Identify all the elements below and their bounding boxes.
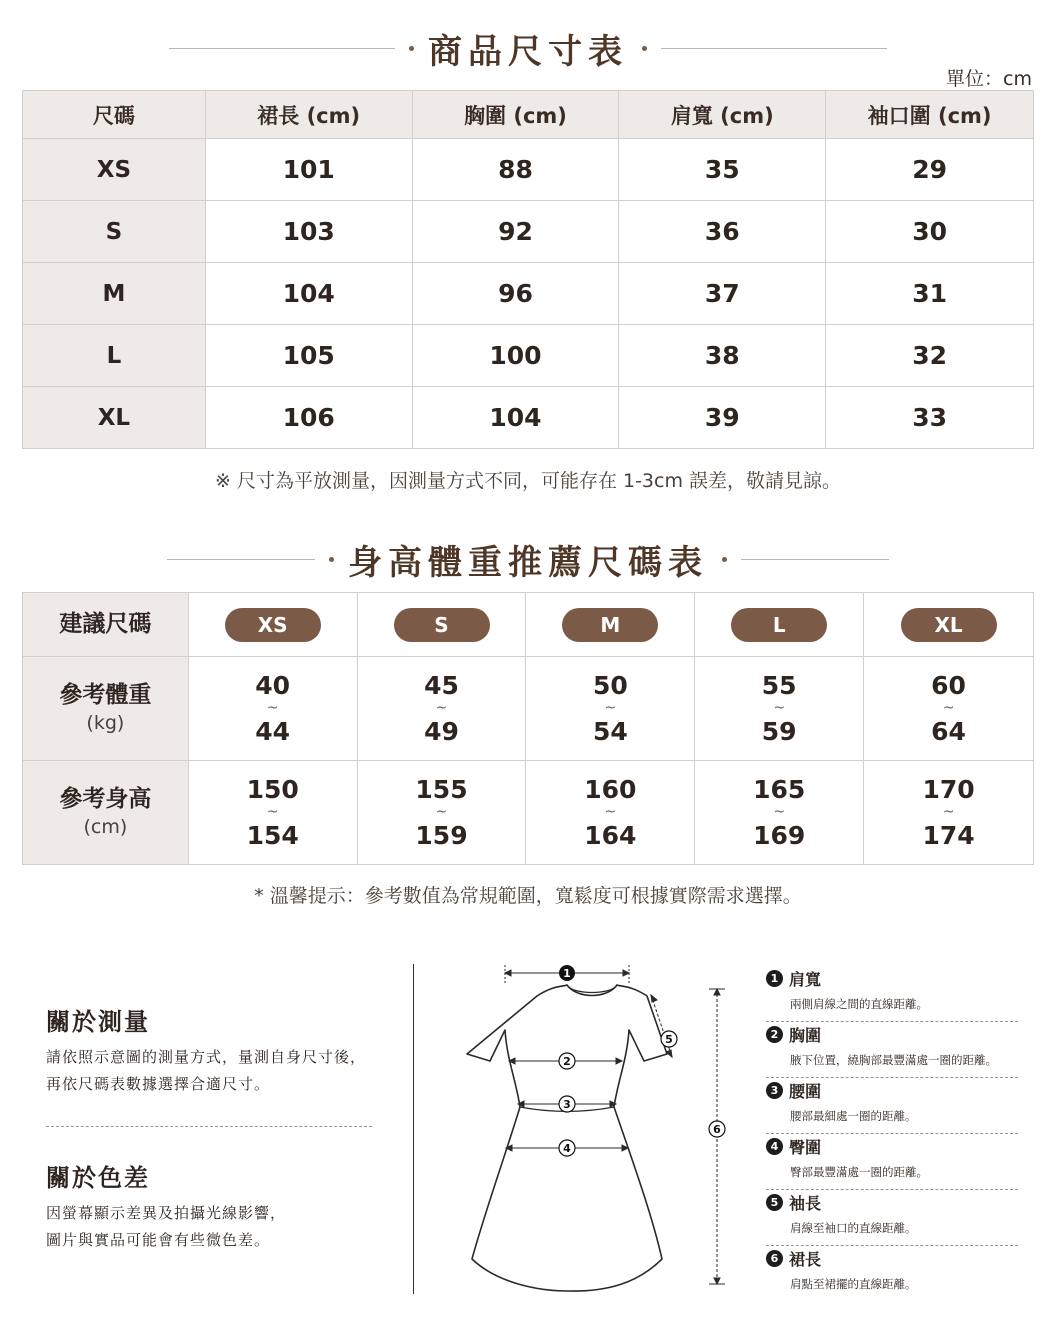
height-max: 154	[246, 820, 299, 850]
weight-unit: (kg)	[86, 712, 125, 735]
table-row	[23, 263, 1034, 325]
size-note: ※ 尺寸為平放測量，因測量方式不同，可能存在 1-3cm 誤差，敬請見諒。	[214, 470, 842, 492]
color-line: 圖片與實品可能會有些微色差。	[46, 1231, 271, 1249]
height-min: 155	[415, 774, 468, 804]
color-line: 因螢幕顯示差異及拍攝光線影響，	[46, 1204, 287, 1222]
dress-diagram	[462, 955, 752, 1300]
cell-bust: 92	[412, 201, 619, 263]
marker-3	[559, 1096, 575, 1112]
legend-title: 胸圍	[789, 1026, 822, 1045]
cell-bust: 100	[412, 325, 619, 387]
measure-line: 再依尺碼表數據選擇合適尺寸。	[46, 1075, 271, 1093]
table-row	[23, 325, 1034, 387]
recommend-note: * 溫馨提示：參考數值為常規範圍，寬鬆度可根據實際需求選擇。	[254, 885, 802, 907]
height-cell	[526, 761, 695, 865]
cell-shoulder: 39	[619, 387, 826, 449]
cell-cuff: 30	[826, 201, 1034, 263]
size-chart-title-text: 商品尺寸表	[428, 32, 628, 72]
svg-text:1: 1	[563, 967, 571, 980]
height-cell	[188, 761, 357, 865]
weight-min: 60	[931, 670, 966, 700]
cell-shoulder: 37	[619, 263, 826, 325]
cell-length: 106	[205, 387, 412, 449]
recommend-table	[22, 592, 1034, 865]
weight-cell	[526, 657, 695, 761]
legend-title: 裙長	[789, 1250, 822, 1269]
range-tilde: ~	[266, 700, 279, 717]
legend-title: 臀圍	[789, 1138, 822, 1157]
legend-number: 5	[766, 1194, 783, 1211]
unit-label: 單位：cm	[946, 68, 1032, 90]
measure-heading: 關於測量	[46, 1008, 150, 1036]
title-dot-right	[722, 557, 727, 562]
height-label: 參考身高	[59, 786, 152, 813]
legend-number: 6	[766, 1250, 783, 1267]
legend-title: 肩寬	[789, 970, 822, 989]
size-cell	[188, 593, 357, 657]
legend-desc: 腋下位置，繞胸部最豐滿處一圈的距離。	[790, 1053, 997, 1067]
size-badge-s: S	[394, 608, 490, 642]
legend-desc: 肩點至裙擺的直線距離。	[790, 1277, 917, 1291]
legend-desc: 兩側肩線之間的直線距離。	[790, 997, 928, 1011]
measure-line-sleeve	[651, 995, 672, 1057]
measure-legend	[766, 966, 1018, 1302]
legend-item	[766, 966, 1018, 1022]
cell-cuff: 29	[826, 139, 1034, 201]
height-max: 174	[922, 820, 975, 850]
header-size: 尺碼	[23, 91, 206, 139]
height-unit: (cm)	[83, 816, 128, 839]
size-cell	[357, 593, 526, 657]
cell-length: 101	[205, 139, 412, 201]
svg-text:6: 6	[713, 1123, 721, 1136]
height-cell	[357, 761, 526, 865]
weight-min: 50	[592, 670, 628, 700]
size-badge-xs: XS	[225, 608, 321, 642]
range-tilde: ~	[266, 804, 279, 821]
cell-length: 105	[205, 325, 412, 387]
size-table-header-row	[23, 91, 1034, 139]
svg-text:3: 3	[563, 1098, 571, 1111]
legend-number: 1	[766, 970, 783, 987]
height-max: 164	[584, 820, 637, 850]
legend-title: 腰圍	[789, 1082, 822, 1101]
height-max: 169	[753, 820, 806, 850]
row-size: M	[23, 263, 206, 325]
range-tilde: ~	[435, 804, 448, 821]
header-length: 裙長 (cm)	[205, 91, 412, 139]
size-badge-l: L	[731, 608, 827, 642]
title-rule-left	[167, 559, 315, 560]
cell-bust: 88	[412, 139, 619, 201]
size-badge-m: M	[562, 608, 658, 642]
recommend-chart-title	[0, 535, 1056, 584]
height-min: 170	[922, 774, 975, 804]
weight-max: 59	[761, 716, 797, 746]
recommend-chart-title-text: 身高體重推薦尺碼表	[348, 543, 708, 583]
table-row	[23, 387, 1034, 449]
title-rule-left	[169, 48, 395, 49]
color-text	[46, 1200, 286, 1254]
weight-cell	[357, 657, 526, 761]
weight-max: 54	[592, 716, 628, 746]
range-tilde: ~	[604, 804, 617, 821]
title-rule-right	[741, 559, 889, 560]
legend-number: 2	[766, 1026, 783, 1043]
header-cuff: 袖口圍 (cm)	[826, 91, 1034, 139]
row-size: L	[23, 325, 206, 387]
header-bust: 胸圍 (cm)	[412, 91, 619, 139]
range-tilde: ~	[435, 700, 448, 717]
legend-item	[766, 1022, 1018, 1078]
legend-desc: 臀部最豐滿處一圈的距離。	[790, 1165, 928, 1179]
height-cell	[695, 761, 864, 865]
weight-min: 55	[761, 670, 797, 700]
weight-cell	[695, 657, 864, 761]
weight-min: 40	[255, 670, 291, 700]
info-divider	[46, 1126, 372, 1127]
legend-number: 3	[766, 1082, 783, 1099]
table-row	[23, 201, 1034, 263]
height-min: 165	[753, 774, 806, 804]
weight-max: 44	[255, 716, 291, 746]
height-min: 150	[246, 774, 299, 804]
cell-shoulder: 36	[619, 201, 826, 263]
weight-max: 64	[931, 716, 966, 746]
range-tilde: ~	[773, 804, 786, 821]
vertical-divider	[413, 964, 414, 1294]
title-dot-left	[409, 46, 414, 51]
row-size: XL	[23, 387, 206, 449]
svg-text:5: 5	[665, 1033, 673, 1046]
height-min: 160	[584, 774, 637, 804]
marker-5	[661, 1031, 677, 1047]
height-max: 159	[415, 820, 468, 850]
legend-number: 4	[766, 1138, 783, 1155]
legend-item	[766, 1134, 1018, 1190]
weight-row	[23, 657, 1034, 761]
dress-outline	[467, 985, 667, 1291]
title-dot-right	[642, 46, 647, 51]
size-cell	[695, 593, 864, 657]
marker-6	[709, 1121, 725, 1137]
measure-text	[46, 1044, 366, 1098]
marker-1	[559, 965, 575, 981]
weight-label: 參考體重	[59, 682, 152, 709]
cell-shoulder: 38	[619, 325, 826, 387]
color-heading: 關於色差	[46, 1164, 150, 1192]
size-table	[22, 90, 1034, 449]
range-tilde: ~	[942, 700, 955, 717]
title-rule-right	[661, 48, 887, 49]
legend-desc: 肩線至袖口的直線距離。	[790, 1221, 917, 1235]
legend-item	[766, 1246, 1018, 1302]
svg-text:2: 2	[563, 1055, 571, 1068]
weight-label-cell	[23, 657, 189, 761]
title-dot-left	[329, 557, 334, 562]
cell-length: 104	[205, 263, 412, 325]
cell-cuff: 31	[826, 263, 1034, 325]
range-tilde: ~	[604, 700, 617, 717]
size-chart-title	[0, 24, 1056, 73]
legend-item	[766, 1078, 1018, 1134]
header-shoulder: 肩寬 (cm)	[619, 91, 826, 139]
measure-line: 請依照示意圖的測量方式，量測自身尺寸後，	[46, 1048, 367, 1066]
height-cell	[864, 761, 1034, 865]
legend-title: 袖長	[789, 1194, 822, 1213]
row-size: XS	[23, 139, 206, 201]
range-tilde: ~	[942, 804, 955, 821]
marker-4	[559, 1140, 575, 1156]
row-size: S	[23, 201, 206, 263]
legend-desc: 腰部最細處一圈的距離。	[790, 1109, 917, 1123]
legend-item	[766, 1190, 1018, 1246]
weight-max: 49	[424, 716, 459, 746]
range-tilde: ~	[773, 700, 786, 717]
cell-bust: 104	[412, 387, 619, 449]
cell-length: 103	[205, 201, 412, 263]
cell-cuff: 32	[826, 325, 1034, 387]
size-cell	[526, 593, 695, 657]
size-badge-xl: XL	[901, 608, 997, 642]
size-row	[23, 593, 1034, 657]
cell-bust: 96	[412, 263, 619, 325]
weight-min: 45	[424, 670, 459, 700]
height-row	[23, 761, 1034, 865]
svg-text:4: 4	[563, 1142, 571, 1155]
suggest-size-label: 建議尺碼	[23, 593, 189, 657]
weight-cell	[864, 657, 1034, 761]
cell-shoulder: 35	[619, 139, 826, 201]
height-label-cell	[23, 761, 189, 865]
marker-2	[559, 1053, 575, 1069]
cell-cuff: 33	[826, 387, 1034, 449]
size-cell	[864, 593, 1034, 657]
weight-cell	[188, 657, 357, 761]
table-row	[23, 139, 1034, 201]
